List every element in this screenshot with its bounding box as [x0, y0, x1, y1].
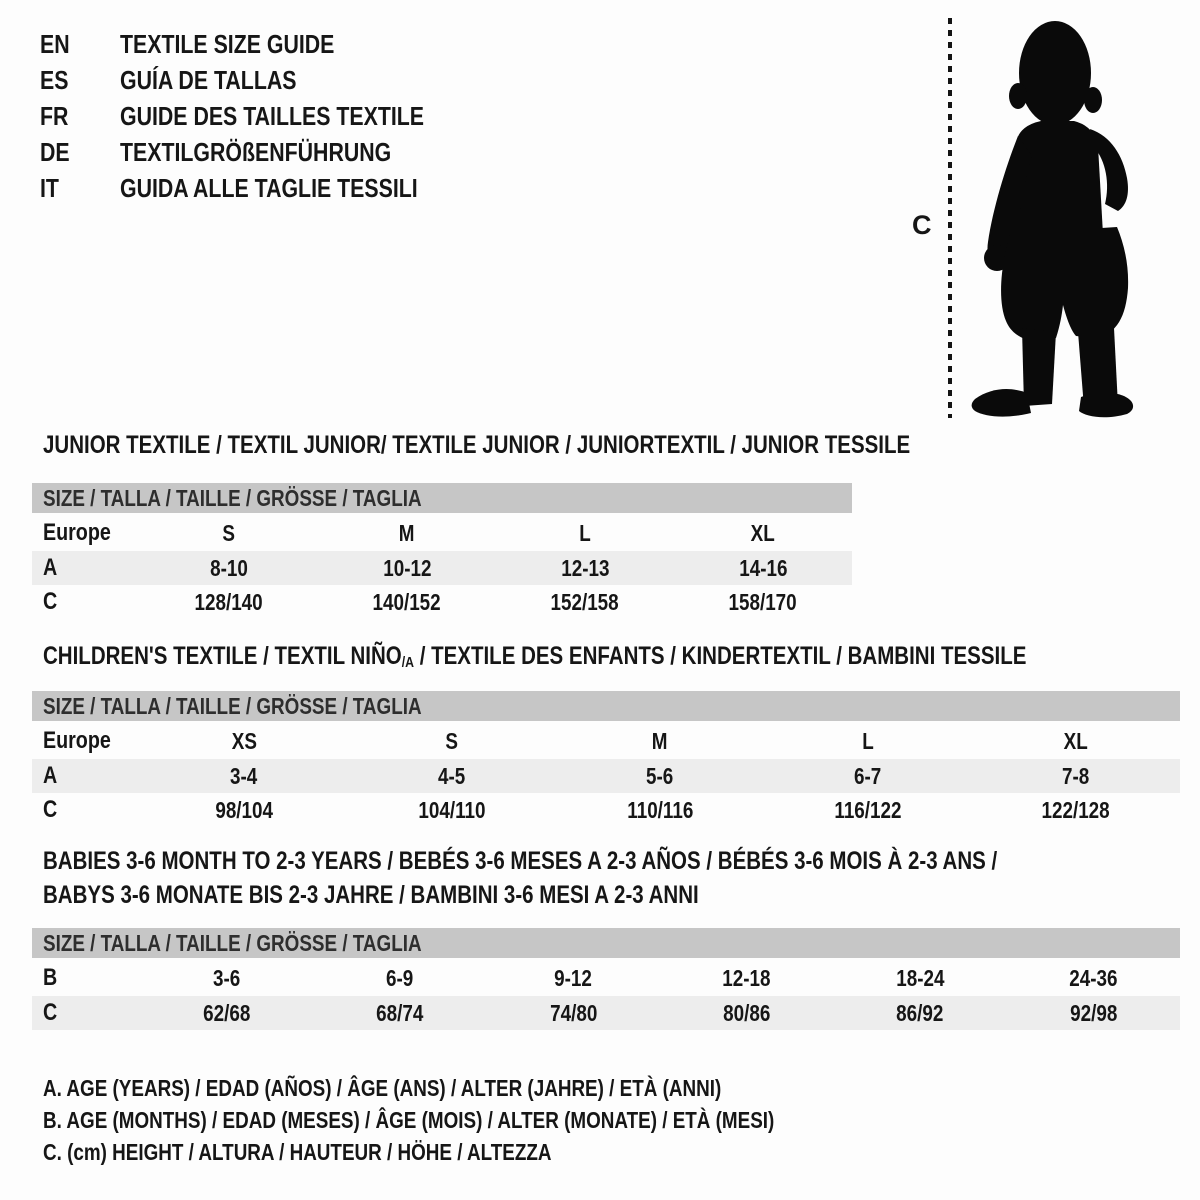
table-cell: 122/128: [1041, 796, 1111, 823]
table-row: [32, 759, 1180, 793]
babies-section-heading-line2: [43, 883, 843, 908]
lang-row-fr: [40, 98, 491, 134]
table-cell: 24-36: [1069, 964, 1118, 991]
size-band: [32, 928, 1180, 958]
table-row: [32, 585, 852, 619]
height-measure-dashed-line: [948, 18, 952, 418]
lang-title: GUIDE DES TAILLES TEXTILE: [120, 100, 425, 131]
lang-code: ES: [40, 64, 69, 95]
table-cell: 80/86: [723, 999, 771, 1026]
size-band: [32, 483, 852, 513]
table-cell: L: [862, 727, 874, 754]
size-band-label: SIZE / TALLA / TAILLE / GRÖSSE / TAGLIA: [43, 929, 422, 956]
lang-title: TEXTILE SIZE GUIDE: [120, 28, 335, 59]
legend-line-c: C. (cm) HEIGHT / ALTURA / HAUTEUR / HÖHE / ALTEZZA: [43, 1139, 552, 1165]
size-band: [32, 691, 1180, 721]
table-cell: 116/122: [834, 796, 902, 823]
table-cell: 7-8: [1062, 762, 1090, 789]
height-measure-label: C: [912, 210, 932, 240]
table-row: [32, 515, 852, 551]
junior-heading-text: JUNIOR TEXTILE / TEXTIL JUNIOR/ TEXTILE JUNIOR / JUNIORTEXTIL / JUNIOR TESSILE: [43, 431, 911, 459]
lang-title: GUÍA DE TALLAS: [120, 64, 297, 95]
babies-section-heading-line1: [43, 849, 1200, 874]
table-cell: 12-13: [560, 554, 610, 581]
lang-row-en: [40, 26, 491, 62]
table-cell: 68/74: [376, 999, 424, 1026]
babies-size-table: [32, 928, 1180, 1030]
table-cell: 3-4: [230, 762, 258, 789]
table-cell: 6-9: [386, 964, 414, 991]
table-cell: 18-24: [895, 964, 945, 991]
row-label: C: [43, 999, 58, 1026]
lang-title: GUIDA ALLE TAGLIE TESSILI: [120, 172, 418, 203]
toddler-silhouette: [966, 16, 1138, 420]
children-size-table: [32, 691, 1180, 827]
table-cell: 4-5: [438, 762, 466, 789]
table-cell: 104/110: [418, 796, 486, 823]
lang-code: EN: [40, 28, 70, 59]
table-row: [32, 723, 1180, 759]
table-cell: M: [652, 727, 668, 754]
children-heading-text: CHILDREN'S TEXTILE / TEXTIL NIÑO/A / TEXTILE DES ENFANTS / KINDERTEXTIL / BAMBINI TESSILE: [43, 642, 1027, 671]
table-cell: S: [222, 519, 236, 546]
table-cell: XL: [750, 519, 776, 546]
babies-heading-text-2: BABYS 3-6 MONATE BIS 2-3 JAHRE / BAMBINI 3-6 MESI A 2-3 ANNI: [43, 881, 699, 909]
row-label: C: [43, 588, 58, 615]
measure-legend: [43, 1072, 935, 1168]
table-row: [32, 793, 1180, 827]
table-cell: 9-12: [554, 964, 593, 991]
table-cell: M: [399, 519, 415, 546]
table-cell: 152/158: [550, 588, 620, 615]
table-cell: 140/152: [372, 588, 442, 615]
lang-row-de: [40, 134, 491, 170]
table-cell: 14-16: [738, 554, 788, 581]
nino-a-subscript: /A: [401, 654, 415, 671]
legend-line-b: B. AGE (MONTHS) / EDAD (MESES) / ÂGE (MOIS) / ALTER (MONATE) / ETÀ (MESI): [43, 1107, 775, 1133]
babies-heading-text-1: BABIES 3-6 MONTH TO 2-3 YEARS / BEBÉS 3-6 MESES A 2-3 AÑOS / BÉBÉS 3-6 MOIS À 2-3 ANS /: [43, 847, 998, 875]
row-label: Europe: [43, 727, 111, 754]
row-label: A: [43, 762, 58, 789]
row-label: C: [43, 796, 58, 823]
row-label: B: [43, 964, 58, 991]
row-label: A: [43, 554, 58, 581]
junior-section-heading: [43, 433, 1101, 458]
table-cell: 98/104: [215, 796, 273, 823]
lang-row-it: [40, 170, 491, 206]
lang-title: TEXTILGRÖßENFÜHRUNG: [120, 136, 392, 167]
table-cell: XL: [1063, 727, 1089, 754]
language-title-block: [40, 26, 491, 206]
table-cell: 6-7: [854, 762, 882, 789]
table-cell: 110/116: [626, 796, 694, 823]
table-cell: L: [579, 519, 591, 546]
legend-line-a: A. AGE (YEARS) / EDAD (AÑOS) / ÂGE (ANS) / ALTER (JAHRE) / ETÀ (ANNI): [43, 1075, 722, 1101]
table-cell: XS: [231, 727, 257, 754]
lang-row-es: [40, 62, 491, 98]
table-cell: 158/170: [728, 588, 798, 615]
table-cell: 12-18: [722, 964, 771, 991]
table-row: [32, 960, 1180, 996]
size-band-label: SIZE / TALLA / TAILLE / GRÖSSE / TAGLIA: [43, 484, 422, 511]
table-cell: S: [445, 727, 459, 754]
table-cell: 8-10: [210, 554, 248, 581]
table-cell: 128/140: [194, 588, 264, 615]
table-cell: 92/98: [1069, 999, 1117, 1026]
table-cell: 5-6: [646, 762, 674, 789]
size-band-label: SIZE / TALLA / TAILLE / GRÖSSE / TAGLIA: [43, 692, 422, 719]
row-label: Europe: [43, 519, 111, 546]
table-cell: 62/68: [203, 999, 251, 1026]
table-cell: 10-12: [382, 554, 432, 581]
table-cell: 74/80: [549, 999, 597, 1026]
junior-size-table: [32, 483, 852, 619]
table-row: [32, 996, 1180, 1030]
lang-code: FR: [40, 100, 69, 131]
table-cell: 86/92: [896, 999, 944, 1026]
table-row: [32, 551, 852, 585]
lang-code: IT: [40, 172, 59, 203]
children-section-heading: [43, 644, 1200, 669]
lang-code: DE: [40, 136, 70, 167]
table-cell: 3-6: [213, 964, 241, 991]
